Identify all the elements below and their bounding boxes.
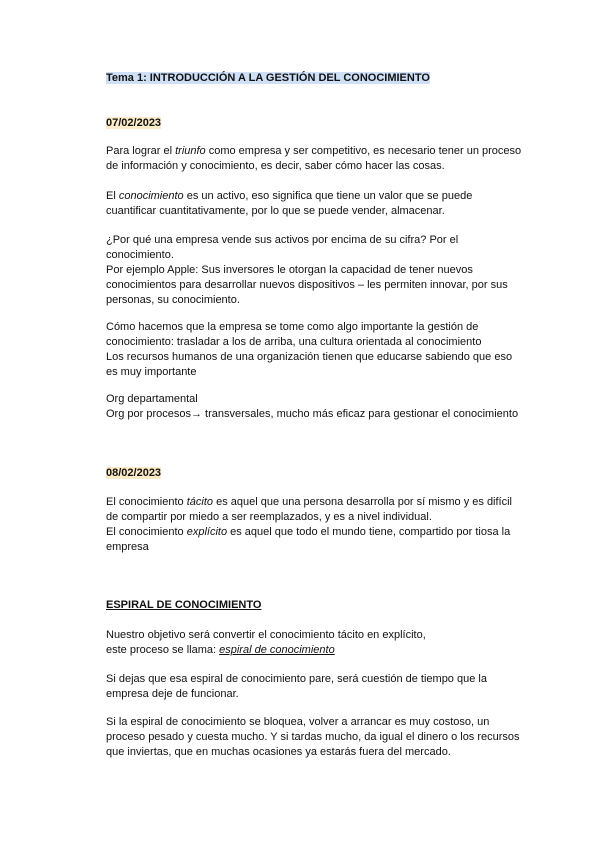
text: El [106, 190, 119, 202]
underlined-italic-term: espiral de conocimiento [219, 644, 335, 656]
paragraph-tacito-explicito [106, 495, 512, 555]
text: es un activo, eso significa que tiene un valor que se puede [183, 190, 473, 202]
line: Cómo hacemos que la empresa se tome como algo importante la gestión de [106, 321, 479, 333]
line: Nuestro objetivo será convertir el conocimiento tácito en explícito, [106, 629, 426, 641]
text: es aquel que una persona desarrolla por sí mismo y es difícil [213, 496, 513, 508]
paragraph-apple [106, 233, 508, 308]
line: de compartir por miedo a ser reemplazados, y es a nivel individual. [106, 511, 432, 523]
paragraph-conocimiento-activo [106, 189, 472, 219]
paragraph-bloquea [106, 715, 520, 760]
paragraph-pare [106, 672, 487, 702]
paragraph-objetivo [106, 628, 426, 658]
line: conocimiento: trasladar a los de arriba, una cultura orientada al conocimiento [106, 336, 482, 348]
line [106, 643, 426, 658]
date-text: 07/02/2023 [106, 117, 162, 129]
section-title: ESPIRAL DE CONOCIMIENTO [106, 599, 262, 611]
line: Por ejemplo Apple: Sus inversores le otorgan la capacidad de tener nuevos [106, 264, 473, 276]
paragraph-cultura [106, 320, 512, 380]
date-heading-1 [106, 116, 161, 131]
italic-text: triunfo [175, 145, 206, 157]
line: cuantificar cuantitativamente, por lo que se puede vender, almacenar. [106, 205, 445, 217]
line: Org departamental [106, 393, 198, 405]
text: Para lograr el [106, 145, 176, 157]
italic-text: tácito [186, 496, 214, 508]
line: Si la espiral de conocimiento se bloquea, volver a arrancar es muy costoso, un [106, 716, 490, 728]
line [106, 495, 512, 510]
line: Si dejas que esa espiral de conocimiento pare, será cuestión de tiempo que la [106, 673, 487, 685]
text: es aquel que todo el mundo tiene, compartido por tiosa la [227, 526, 511, 538]
section-heading [106, 598, 261, 613]
line [106, 525, 512, 540]
italic-text: conocimiento [118, 190, 184, 202]
line: personas, su conocimiento. [106, 294, 240, 306]
line: Los recursos humanos de una organización tienen que educarse sabiendo que eso [106, 351, 513, 363]
text: como empresa y ser competitivo, es necesario tener un proceso [205, 145, 522, 157]
line: ¿Por qué una empresa vende sus activos por encima de su cifra? Por el [106, 234, 459, 246]
date-text: 08/02/2023 [106, 467, 162, 479]
date-heading-2 [106, 466, 161, 481]
text: El conocimiento [106, 496, 187, 508]
paragraph-triunfo [106, 144, 521, 174]
line: que inviertas, que en muchas ocasiones ya estarás fuera del mercado. [106, 746, 451, 758]
line: conocimientos para desarrollar nuevos dispositivos – les permiten innovar, por sus [106, 279, 508, 291]
text: El conocimiento [106, 526, 187, 538]
line: proceso pesado y cuesta mucho. Y si tardas mucho, da igual el dinero o los recursos [106, 731, 520, 743]
line: empresa deje de funcionar. [106, 688, 239, 700]
line: empresa [106, 541, 149, 553]
text: este proceso se llama: [106, 644, 220, 656]
line [106, 189, 472, 204]
line: es muy importante [106, 366, 197, 378]
paragraph-org [106, 392, 518, 422]
document-title [106, 71, 430, 86]
line: conocimiento. [106, 249, 174, 261]
line: Org por procesos→ transversales, mucho más eficaz para gestionar el conocimiento [106, 408, 519, 420]
line [106, 144, 521, 159]
title-text: Tema 1: INTRODUCCIÓN A LA GESTIÓN DEL CONOCIMIENTO [106, 72, 430, 84]
line: de información y conocimiento, es decir, saber cómo hacer las cosas. [106, 160, 445, 172]
italic-text: explícito [186, 526, 228, 538]
